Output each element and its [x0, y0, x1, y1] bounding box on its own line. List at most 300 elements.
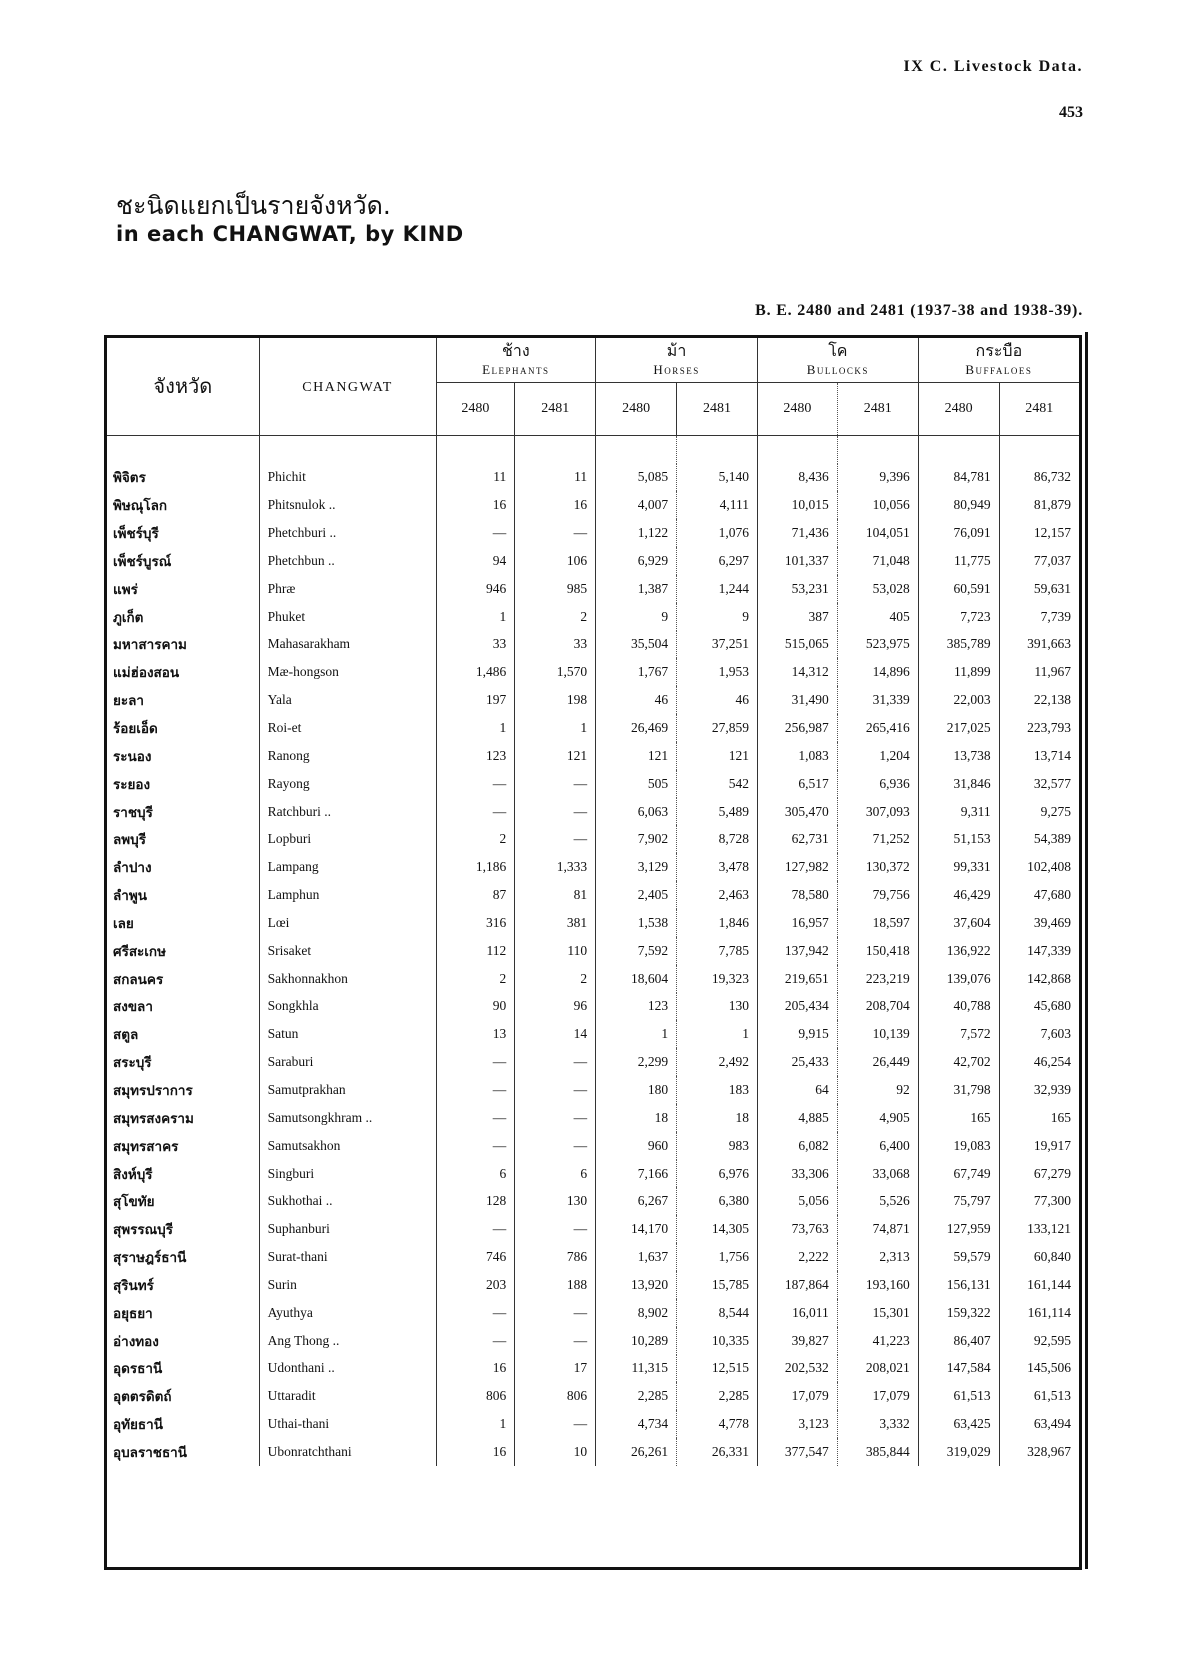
value-cell: 208,021	[837, 1355, 918, 1383]
value-cell: 27,859	[677, 714, 758, 742]
value-cell: 983	[677, 1132, 758, 1160]
value-cell: 205,434	[757, 993, 837, 1021]
province-thai: ลำปาง	[113, 860, 152, 876]
value-cell: 1,637	[596, 1243, 677, 1271]
value-cell: 19,323	[677, 965, 758, 993]
value-cell: —	[515, 519, 596, 547]
province-thai: พิจิตร	[113, 470, 146, 486]
value-cell: 6,517	[757, 770, 837, 798]
value-cell: 305,470	[757, 798, 837, 826]
value-cell: 33	[515, 631, 596, 659]
value-cell: 13,714	[999, 742, 1079, 770]
section-header: IX C. Livestock Data.	[903, 58, 1083, 75]
value-cell: 2,463	[677, 881, 758, 909]
table-row	[107, 770, 1079, 798]
value-cell: 188	[515, 1271, 596, 1299]
value-cell: 33,068	[837, 1160, 918, 1188]
value-cell: 9,915	[757, 1020, 837, 1048]
value-cell: 10,015	[757, 491, 837, 519]
province-english: Singburi	[267, 1165, 315, 1181]
value-cell: 4,734	[596, 1410, 677, 1438]
value-cell: 1,953	[677, 658, 758, 686]
table-row	[107, 993, 1079, 1021]
value-cell: 127,959	[918, 1215, 999, 1243]
header-changwat: CHANGWAT	[259, 338, 436, 435]
value-cell: —	[515, 1410, 596, 1438]
value-cell: 46	[677, 686, 758, 714]
value-cell: 10	[515, 1438, 596, 1466]
value-cell: 14,170	[596, 1215, 677, 1243]
year-header: 2480	[918, 382, 999, 435]
value-cell: 7,572	[918, 1020, 999, 1048]
province-thai: สุรินทร์	[113, 1277, 154, 1293]
value-cell: —	[436, 1215, 515, 1243]
value-cell: 133,121	[999, 1215, 1079, 1243]
value-cell: 1,756	[677, 1243, 758, 1271]
province-english: Phetchbun ..	[267, 552, 335, 568]
table-row	[107, 1299, 1079, 1327]
livestock-table	[104, 335, 1082, 1570]
value-cell: 2,222	[757, 1243, 837, 1271]
value-cell: 319,029	[918, 1438, 999, 1466]
province-thai: ระนอง	[113, 748, 152, 764]
value-cell: 156,131	[918, 1271, 999, 1299]
header-buffaloes: กระบือ Buffaloes	[918, 338, 1079, 382]
value-cell: 7,902	[596, 825, 677, 853]
value-cell: 4,778	[677, 1410, 758, 1438]
value-cell: 150,418	[837, 937, 918, 965]
value-cell: 1,122	[596, 519, 677, 547]
province-english: Lamphun	[267, 887, 320, 903]
value-cell: 202,532	[757, 1355, 837, 1383]
value-cell: 67,749	[918, 1160, 999, 1188]
value-cell: —	[515, 1076, 596, 1104]
table-row	[107, 547, 1079, 575]
province-english: Sakhonnakhon	[267, 970, 348, 986]
value-cell: 377,547	[757, 1438, 837, 1466]
value-cell: 136,922	[918, 937, 999, 965]
province-thai: เลย	[113, 915, 134, 931]
value-cell: 9,396	[837, 464, 918, 492]
table-row	[107, 1355, 1079, 1383]
value-cell: 128	[436, 1187, 515, 1215]
value-cell: 198	[515, 686, 596, 714]
value-cell: 2,299	[596, 1048, 677, 1076]
value-cell: —	[515, 1327, 596, 1355]
province-thai: อุดรธานี	[113, 1361, 163, 1377]
value-cell: 203	[436, 1271, 515, 1299]
province-english: Uttaradit	[267, 1388, 316, 1404]
value-cell: 51,153	[918, 825, 999, 853]
value-cell: 37,251	[677, 631, 758, 659]
province-english: Ranong	[267, 747, 310, 763]
value-cell: 8,728	[677, 825, 758, 853]
value-cell: 6,936	[837, 770, 918, 798]
value-cell: 53,028	[837, 575, 918, 603]
value-cell: 63,425	[918, 1410, 999, 1438]
value-cell: 523,975	[837, 631, 918, 659]
value-cell: —	[515, 1299, 596, 1327]
province-english: Phræ	[267, 580, 296, 596]
header-elephants: ช้าง Elephants	[436, 338, 596, 382]
province-english: Ayuthya	[267, 1304, 313, 1320]
value-cell: —	[436, 798, 515, 826]
value-cell: 10,335	[677, 1327, 758, 1355]
province-english: Samutsakhon	[267, 1137, 341, 1153]
value-cell: 265,416	[837, 714, 918, 742]
value-cell: 5,085	[596, 464, 677, 492]
value-cell: 385,844	[837, 1438, 918, 1466]
province-english: Mahasarakham	[267, 636, 351, 652]
value-cell: 307,093	[837, 798, 918, 826]
value-cell: —	[515, 825, 596, 853]
province-thai: เพ็ชร์บุรี	[113, 526, 159, 542]
value-cell: 92	[837, 1076, 918, 1104]
value-cell: 42,702	[918, 1048, 999, 1076]
value-cell: 4,007	[596, 491, 677, 519]
value-cell: 1,076	[677, 519, 758, 547]
year-header: 2480	[436, 382, 515, 435]
value-cell: 14	[515, 1020, 596, 1048]
value-cell: 71,252	[837, 825, 918, 853]
province-thai: สงขลา	[113, 999, 153, 1015]
value-cell: 5,526	[837, 1187, 918, 1215]
header-horses: ม้า Horses	[596, 338, 758, 382]
value-cell: 94	[436, 547, 515, 575]
value-cell: 11	[515, 464, 596, 492]
value-cell: 147,584	[918, 1355, 999, 1383]
value-cell: 121	[515, 742, 596, 770]
value-cell: 946	[436, 575, 515, 603]
province-thai: ลพบุรี	[113, 832, 146, 848]
value-cell: 6,400	[837, 1132, 918, 1160]
value-cell: 7,603	[999, 1020, 1079, 1048]
value-cell: 86,407	[918, 1327, 999, 1355]
value-cell: 223,219	[837, 965, 918, 993]
province-thai: ลำพูน	[113, 888, 147, 904]
value-cell: 8,902	[596, 1299, 677, 1327]
value-cell: —	[436, 1048, 515, 1076]
province-english: Phetchburi ..	[267, 525, 337, 541]
value-cell: 16	[436, 1438, 515, 1466]
value-cell: 101,337	[757, 547, 837, 575]
table-row	[107, 881, 1079, 909]
value-cell: 32,577	[999, 770, 1079, 798]
value-cell: 387	[757, 603, 837, 631]
value-cell: 505	[596, 770, 677, 798]
province-english: Ang Thong ..	[267, 1332, 340, 1348]
value-cell: 53,231	[757, 575, 837, 603]
value-cell: —	[515, 798, 596, 826]
province-english: Sukhothai ..	[267, 1193, 333, 1209]
value-cell: 1,333	[515, 853, 596, 881]
value-cell: 96	[515, 993, 596, 1021]
value-cell: 11	[436, 464, 515, 492]
table-row	[107, 1327, 1079, 1355]
province-english: Phuket	[267, 608, 306, 624]
value-cell: 193,160	[837, 1271, 918, 1299]
value-cell: 5,056	[757, 1187, 837, 1215]
value-cell: —	[515, 1104, 596, 1132]
value-cell: 12,157	[999, 519, 1079, 547]
value-cell: —	[436, 519, 515, 547]
year-header: 2481	[677, 382, 758, 435]
province-english: Srisaket	[267, 942, 312, 958]
value-cell: 33,306	[757, 1160, 837, 1188]
table-row	[107, 1382, 1079, 1410]
value-cell: —	[515, 770, 596, 798]
value-cell: 11,967	[999, 658, 1079, 686]
value-cell: 219,651	[757, 965, 837, 993]
value-cell: 74,871	[837, 1215, 918, 1243]
table-row	[107, 1410, 1079, 1438]
province-english: Uthai-thani	[267, 1416, 330, 1432]
value-cell: 142,868	[999, 965, 1079, 993]
province-english: Suphanburi	[267, 1221, 330, 1237]
value-cell: 6,267	[596, 1187, 677, 1215]
value-cell: 2	[515, 603, 596, 631]
province-english: Samutprakhan	[267, 1081, 346, 1097]
value-cell: 2,405	[596, 881, 677, 909]
table-row	[107, 603, 1079, 631]
value-cell: 75,797	[918, 1187, 999, 1215]
value-cell: 39,827	[757, 1327, 837, 1355]
table-row	[107, 1048, 1079, 1076]
value-cell: 1,244	[677, 575, 758, 603]
value-cell: 16	[436, 1355, 515, 1383]
value-cell: 316	[436, 909, 515, 937]
value-cell: 25,433	[757, 1048, 837, 1076]
table-row	[107, 798, 1079, 826]
table-row	[107, 1160, 1079, 1188]
value-cell: 1	[436, 1410, 515, 1438]
province-thai: แม่ฮ่องสอน	[113, 665, 180, 681]
province-thai: สุราษฎร์ธานี	[113, 1250, 187, 1266]
province-thai: ราชบุรี	[113, 804, 153, 820]
value-cell: 18	[677, 1104, 758, 1132]
province-english: Surin	[267, 1276, 297, 1292]
value-cell: 60,591	[918, 575, 999, 603]
value-cell: 62,731	[757, 825, 837, 853]
value-cell: 1,204	[837, 742, 918, 770]
value-cell: 18,597	[837, 909, 918, 937]
table-row	[107, 464, 1079, 492]
table-row	[107, 1132, 1079, 1160]
value-cell: 6,297	[677, 547, 758, 575]
value-cell: 26,449	[837, 1048, 918, 1076]
province-thai: สุโขทัย	[113, 1194, 155, 1210]
province-english: Phitsnulok ..	[267, 497, 336, 513]
value-cell: 165	[918, 1104, 999, 1132]
value-cell: 102,408	[999, 853, 1079, 881]
value-cell: 6,929	[596, 547, 677, 575]
value-cell: 15,785	[677, 1271, 758, 1299]
value-cell: 121	[596, 742, 677, 770]
value-cell: 1	[436, 603, 515, 631]
value-cell: 405	[837, 603, 918, 631]
value-cell: 16	[515, 491, 596, 519]
province-english: Phichit	[267, 469, 306, 485]
value-cell: 7,592	[596, 937, 677, 965]
table-row	[107, 1438, 1079, 1466]
table-row	[107, 825, 1079, 853]
value-cell: 381	[515, 909, 596, 937]
table-row	[107, 1215, 1079, 1243]
value-cell: 121	[677, 742, 758, 770]
title-thai: ชะนิดแยกเป็นรายจังหวัด.	[116, 191, 391, 220]
value-cell: 11,899	[918, 658, 999, 686]
value-cell: 10,139	[837, 1020, 918, 1048]
value-cell: —	[515, 1132, 596, 1160]
value-cell: 81,879	[999, 491, 1079, 519]
page-number: 453	[1059, 104, 1083, 121]
value-cell: 385,789	[918, 631, 999, 659]
value-cell: 123	[596, 993, 677, 1021]
province-english: Ubonratchthani	[267, 1443, 352, 1459]
value-cell: 2,492	[677, 1048, 758, 1076]
province-thai: อยุธยา	[113, 1305, 153, 1321]
value-cell: 90	[436, 993, 515, 1021]
value-cell: 786	[515, 1243, 596, 1271]
value-cell: 81	[515, 881, 596, 909]
value-cell: 46,429	[918, 881, 999, 909]
value-cell: 137,942	[757, 937, 837, 965]
value-cell: 22,003	[918, 686, 999, 714]
value-cell: 7,739	[999, 603, 1079, 631]
value-cell: 5,489	[677, 798, 758, 826]
province-thai: แพร่	[113, 581, 138, 597]
value-cell: 4,885	[757, 1104, 837, 1132]
value-cell: 41,223	[837, 1327, 918, 1355]
year-header: 2481	[837, 382, 918, 435]
table-row	[107, 631, 1079, 659]
province-thai: ยะลา	[113, 693, 145, 709]
value-cell: 17	[515, 1355, 596, 1383]
province-thai: อุทัยธานี	[113, 1417, 163, 1433]
value-cell: 39,469	[999, 909, 1079, 937]
province-english: Mæ-hongson	[267, 664, 339, 680]
province-thai: สมุทรสาคร	[113, 1138, 179, 1154]
value-cell: 183	[677, 1076, 758, 1104]
value-cell: 9	[677, 603, 758, 631]
value-cell: 9	[596, 603, 677, 631]
value-cell: 18	[596, 1104, 677, 1132]
value-cell: 59,631	[999, 575, 1079, 603]
value-cell: 47,680	[999, 881, 1079, 909]
value-cell: 15,301	[837, 1299, 918, 1327]
value-cell: 6,082	[757, 1132, 837, 1160]
province-thai: สุพรรณบุรี	[113, 1222, 173, 1238]
value-cell: 4,905	[837, 1104, 918, 1132]
value-cell: 145,506	[999, 1355, 1079, 1383]
value-cell: 14,896	[837, 658, 918, 686]
value-cell: 3,129	[596, 853, 677, 881]
province-english: Surat-thani	[267, 1249, 328, 1265]
value-cell: 10,289	[596, 1327, 677, 1355]
value-cell: 746	[436, 1243, 515, 1271]
value-cell: 1	[596, 1020, 677, 1048]
value-cell: 165	[999, 1104, 1079, 1132]
value-cell: 1,538	[596, 909, 677, 937]
table-row	[107, 1104, 1079, 1132]
value-cell: 147,339	[999, 937, 1079, 965]
table-row	[107, 686, 1079, 714]
value-cell: —	[436, 770, 515, 798]
value-cell: 256,987	[757, 714, 837, 742]
value-cell: 806	[515, 1382, 596, 1410]
value-cell: —	[436, 1104, 515, 1132]
province-thai: สตูล	[113, 1027, 139, 1043]
value-cell: 26,469	[596, 714, 677, 742]
value-cell: 3,332	[837, 1410, 918, 1438]
value-cell: 33	[436, 631, 515, 659]
value-cell: 6	[515, 1160, 596, 1188]
value-cell: 985	[515, 575, 596, 603]
value-cell: 542	[677, 770, 758, 798]
value-cell: 161,144	[999, 1271, 1079, 1299]
province-english: Udonthani ..	[267, 1360, 335, 1376]
value-cell: 1,846	[677, 909, 758, 937]
province-thai: อ่างทอง	[113, 1333, 159, 1349]
value-cell: 61,513	[999, 1382, 1079, 1410]
value-cell: —	[436, 1076, 515, 1104]
table-row	[107, 1076, 1079, 1104]
value-cell: 1	[436, 714, 515, 742]
province-english: Songkhla	[267, 998, 319, 1014]
table-row	[107, 1243, 1079, 1271]
table-row	[107, 1020, 1079, 1048]
value-cell: 130	[677, 993, 758, 1021]
table-row	[107, 658, 1079, 686]
table-row	[107, 491, 1079, 519]
value-cell: 3,478	[677, 853, 758, 881]
table-row	[107, 853, 1079, 881]
value-cell: 26,331	[677, 1438, 758, 1466]
value-cell: 19,083	[918, 1132, 999, 1160]
value-cell: 64	[757, 1076, 837, 1104]
value-cell: 59,579	[918, 1243, 999, 1271]
value-cell: 99,331	[918, 853, 999, 881]
value-cell: 13,920	[596, 1271, 677, 1299]
value-cell: 54,389	[999, 825, 1079, 853]
value-cell: 2,313	[837, 1243, 918, 1271]
title-english: in each CHANGWAT, by KIND	[116, 222, 464, 246]
value-cell: 7,723	[918, 603, 999, 631]
value-cell: 46,254	[999, 1048, 1079, 1076]
value-cell: 78,580	[757, 881, 837, 909]
value-cell: 139,076	[918, 965, 999, 993]
value-cell: 180	[596, 1076, 677, 1104]
value-cell: 46	[596, 686, 677, 714]
table-row	[107, 1187, 1079, 1215]
table-row	[107, 937, 1079, 965]
value-cell: 8,544	[677, 1299, 758, 1327]
value-cell: 106	[515, 547, 596, 575]
value-cell: 86,732	[999, 464, 1079, 492]
value-cell: 11,775	[918, 547, 999, 575]
value-cell: 112	[436, 937, 515, 965]
value-cell: 9,275	[999, 798, 1079, 826]
value-cell: 31,846	[918, 770, 999, 798]
value-cell: 13	[436, 1020, 515, 1048]
value-cell: 1,186	[436, 853, 515, 881]
value-cell: 84,781	[918, 464, 999, 492]
province-english: Yala	[267, 692, 292, 708]
year-header: 2480	[757, 382, 837, 435]
value-cell: 71,436	[757, 519, 837, 547]
value-cell: 104,051	[837, 519, 918, 547]
province-thai: สกลนคร	[113, 971, 164, 987]
